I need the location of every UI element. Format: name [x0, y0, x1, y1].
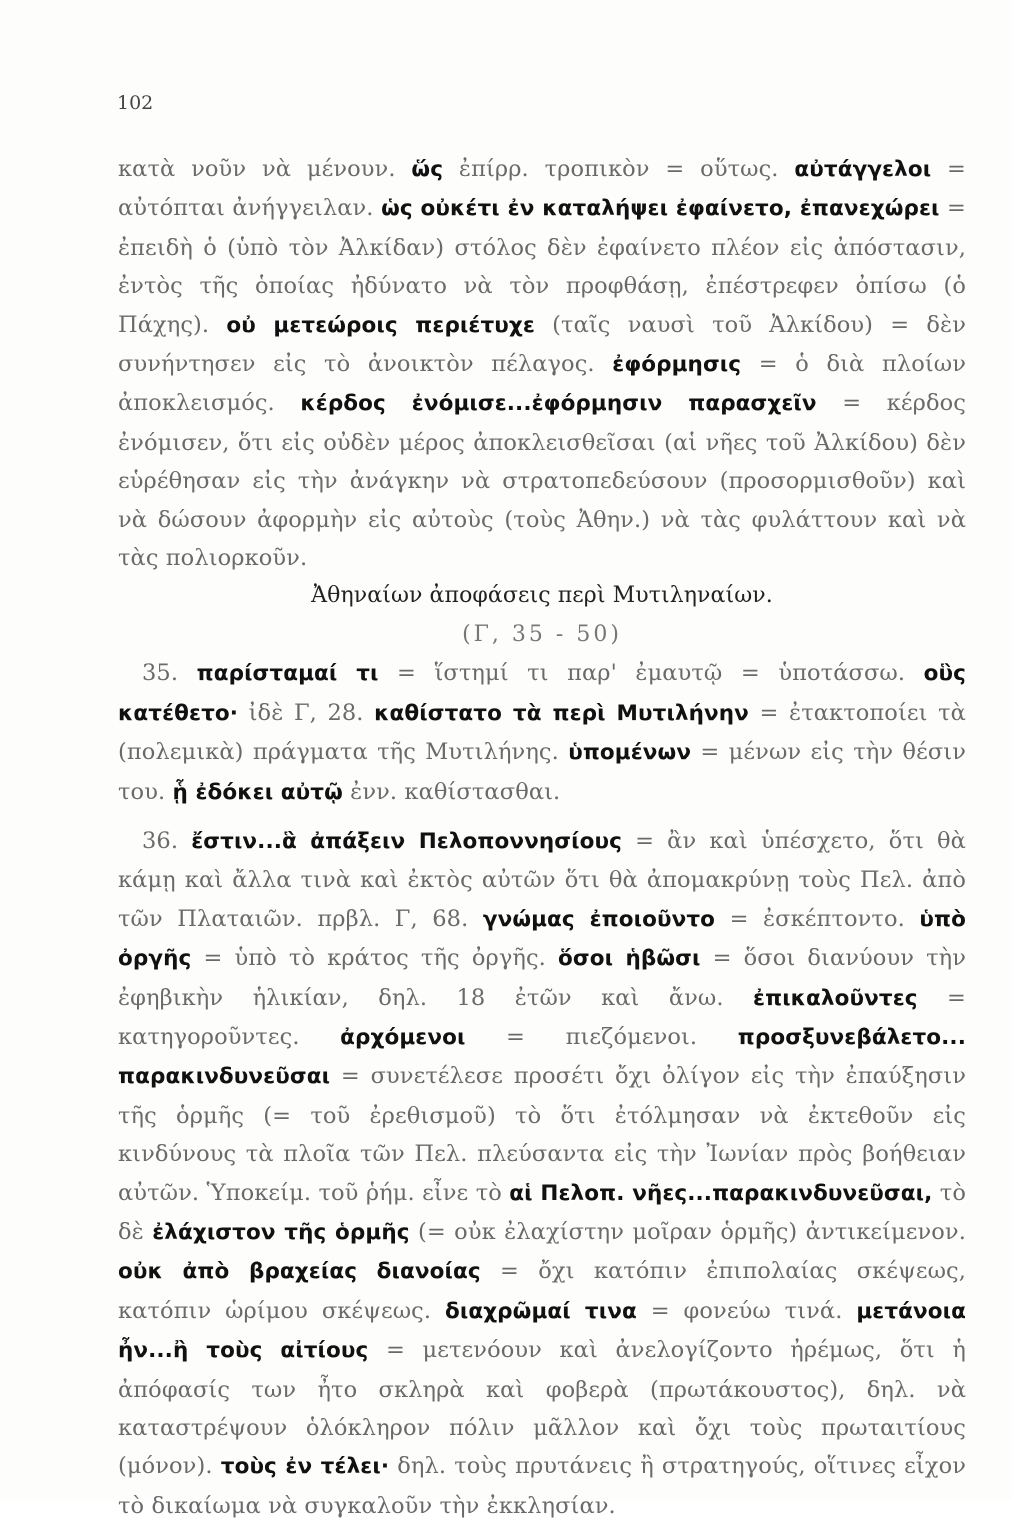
gloss: = ἐτακτοποίει τὰ (πολεμικὰ) πράγματα τῆς Μυτιλήνης.	[118, 699, 966, 766]
lemma: κέρδος ἐνόμισε...ἐφόρμησιν παρασχεῖν	[300, 391, 817, 417]
lemma: ὅσοι ἡβῶσι	[558, 946, 701, 972]
lemma: προσξυνεβάλετο... παρακινδυνεῦσαι	[118, 1024, 966, 1090]
gloss: 35.	[142, 660, 179, 687]
gloss: ἐνν. καθίστασθαι.	[350, 778, 561, 805]
gloss: τὸ δὲ	[118, 1179, 966, 1245]
lemma: ἐφόρμησις	[612, 352, 742, 378]
lemma: ἀρχόμενοι	[340, 1024, 466, 1050]
commentary-paragraph	[118, 150, 966, 577]
gloss: 36.	[142, 827, 179, 854]
lemma: καθίστατο τὰ περὶ Μυτιλήνην	[374, 700, 749, 726]
lemma: ᾗ ἐδόκει αὐτῷ	[172, 779, 343, 805]
gloss: = συνετέλεσε προσέτι ὄχι ὀλίγον εἰς τὴν ἐπαύξησιν τῆς ὁρμῆς (= τοῦ ἐρεθισμοῦ) τὸ ὅτι ἐτόλμησαν νὰ ἐκτεθοῦν εἰς κινδύνους τὰ πλοῖα τῶν Πελ. πλεύσαντα εἰς τὴν Ἰωνίαν πρὸς βοήθειαν αὐτῶν. Ὑποκείμ. τοῦ ῥήμ. εἶνε τὸ	[118, 1063, 966, 1206]
section-heading: Ἀθηναίων ἀποφάσεις περὶ Μυτιληναίων.	[311, 583, 773, 609]
lemma: οὓς κατέθετο·	[118, 661, 966, 726]
gloss: δηλ. τοὺς πρυτάνεις ἢ στρατηγούς, οἵτινες εἶχον τὸ δικαίωμα νὰ συγκαλοῦν τὴν ἐκκλησίαν.	[118, 1453, 966, 1519]
lemma: ὑπομένων	[568, 740, 692, 766]
lemma: διαχρῶμαί τινα	[444, 1298, 637, 1324]
lemma: τοὺς ἐν τέλει·	[220, 1454, 390, 1480]
commentary-paragraph	[118, 822, 966, 1525]
gloss: = ὁ διὰ πλοίων ἀποκλεισμός.	[118, 351, 966, 417]
gloss: = κατηγοροῦντες.	[118, 984, 966, 1050]
gloss: = φονεύω τινά.	[650, 1297, 843, 1324]
gloss: = μένων εἰς τὴν θέσιν του.	[118, 739, 966, 805]
lemma: παρίσταμαί τι	[196, 661, 379, 687]
gloss: κατὰ νοῦν νὰ μένουν.	[118, 156, 396, 182]
lemma: αὐτάγγελοι	[794, 157, 932, 182]
lemma: ἐλάχιστον τῆς ὁρμῆς	[152, 1219, 410, 1245]
section-range: (Γ, 35 - 50)	[462, 621, 622, 647]
commentary-body	[118, 150, 966, 1525]
lemma: γνώμας ἐποιοῦντο	[482, 906, 716, 932]
gloss: = ἂν καὶ ὑπέσχετο, ὅτι θὰ κάμῃ καὶ ἄλλα τινὰ καὶ ἐκτὸς αὐτῶν ὅτι θὰ ἀπομακρύνῃ τοὺς Πελ. ἀπὸ τῶν Πλαταιῶν. πρβλ. Γ, 68.	[118, 827, 966, 932]
lemma: ἔστιν...ἃ ἀπάξειν Πελοποννησίους	[191, 828, 622, 854]
gloss: = κέρδος ἐνόμισεν, ὅτι εἰς οὐδὲν μέρος ἀποκλεισθεῖσαι (αἱ νῆες τοῦ Ἀλκίδου) δὲν εὑρέθησαν εἰς τὴν ἀνάγκην νὰ στρατοπεδεύσουν (προσορμισθοῦν) καὶ νὰ δώσουν ἀφορμὴν εἰς αὐτοὺς (τοὺς Ἀθην.) νὰ τὰς φυλάττουν καὶ νὰ τὰς πολιορκοῦν.	[118, 390, 966, 572]
page-number: 102	[117, 92, 154, 114]
lemma: ὡς οὐκέτι ἐν καταλήψει ἐφαίνετο, ἐπανεχώρει	[381, 196, 940, 222]
lemma: οὐκ ἀπὸ βραχείας διανοίας	[118, 1259, 481, 1285]
gloss: = πιεζόμενοι.	[506, 1023, 698, 1050]
lemma: αἱ Πελοπ. νῆες...παρακινδυνεῦσαι,	[509, 1180, 933, 1206]
gloss: ἰδὲ Γ, 28.	[248, 699, 364, 726]
gloss: = ἵστημί τι παρ' ἐμαυτῷ = ὑποτάσσω.	[397, 660, 906, 687]
gloss: (ταῖς ναυσὶ τοῦ Ἀλκίδου) = δὲν συνήντησεν εἰς τὸ ἀνοικτὸν πέλαγος.	[118, 311, 966, 378]
commentary-paragraph	[118, 654, 966, 812]
gloss: = ὅσοι διανύουν τὴν ἐφηβικὴν ἡλικίαν, δηλ. 18 ἐτῶν καὶ ἄνω.	[118, 945, 966, 1011]
gloss: = ὄχι κατόπιν ἐπιπολαίας σκέψεως, κατόπιν ὡρίμου σκέψεως.	[118, 1258, 966, 1324]
gloss: = μετενόουν καὶ ἀνελογίζοντο ἠρέμως, ὅτι ἡ ἀπόφασίς των ἦτο σκληρὰ καὶ φοβερὰ (πρωτάκουστος), δηλ. νὰ καταστρέψουν ὁλόκληρον πόλιν μᾶλλον καὶ ὄχι τοὺς πρωταιτίους (μόνον).	[118, 1337, 966, 1480]
lemma: ὑπὸ ὀργῆς	[118, 906, 966, 972]
gloss: = ἐσκέπτοντο.	[729, 905, 905, 932]
gloss: = ἐπειδὴ ὁ (ὑπὸ τὸν Ἀλκίδαν) στόλος δὲν ἐφαίνετο πλέον εἰς ἀπόστασιν, ἐντὸς τῆς ὁποίας ἠδύνατο νὰ τὸν προφθάσῃ, ἐπέστρεφεν ὀπίσω (ὁ Πάχης).	[118, 195, 966, 338]
lemma: οὐ μετεώροις περιέτυχε	[226, 312, 535, 338]
gloss: = ὑπὸ τὸ κράτος τῆς ὀργῆς.	[203, 945, 546, 972]
lemma: ὥς	[411, 157, 444, 182]
gloss: = αὐτόπται ἀνήγγειλαν.	[118, 156, 966, 222]
lemma: μετάνοια ἦν...ἢ τοὺς αἰτίους	[118, 1298, 966, 1364]
gloss: (= οὐκ ἐλαχίστην μοῖραν ὁρμῆς) ἀντικείμενον.	[417, 1218, 966, 1245]
lemma: ἐπικαλοῦντες	[753, 985, 918, 1011]
gloss: ἐπίρρ. τροπικὸν = οὕτως.	[458, 156, 779, 182]
